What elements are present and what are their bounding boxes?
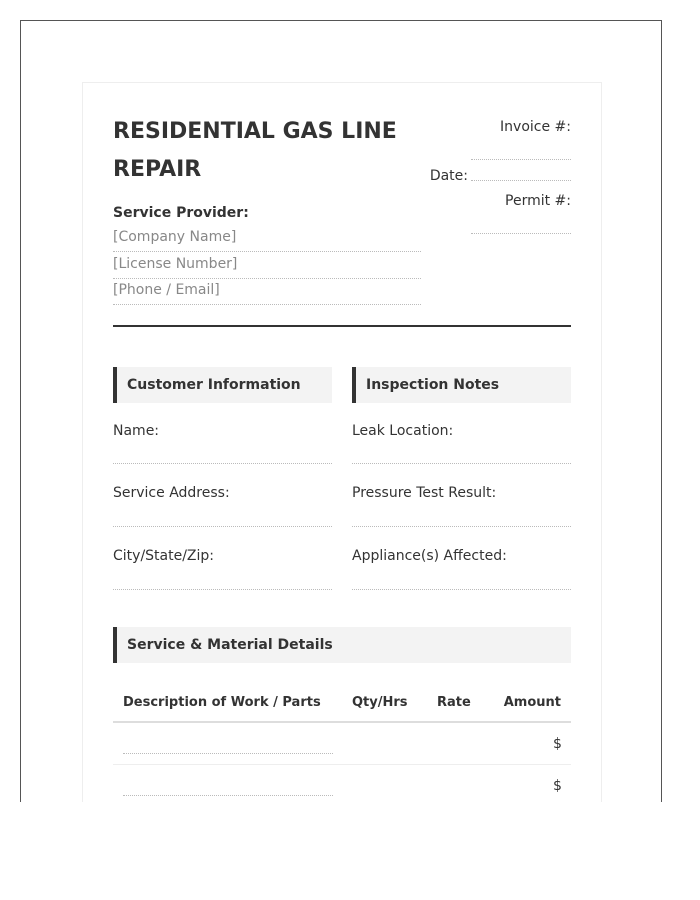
license-number-field[interactable]: [License Number] [113, 252, 421, 279]
company-name-field[interactable]: [Company Name] [113, 225, 421, 252]
column-header-rate: Rate [437, 695, 471, 710]
service-address-field[interactable] [113, 526, 332, 527]
inspection-notes-heading: Inspection Notes [352, 367, 571, 403]
document-viewport[interactable] [20, 20, 662, 802]
row-divider [113, 764, 571, 765]
appliances-affected-field[interactable] [352, 589, 571, 590]
service-address-label: Service Address: [113, 485, 230, 501]
column-header-qty-hrs: Qty/Hrs [352, 695, 408, 710]
invoice-number-label: Invoice #: [500, 119, 571, 135]
date-field[interactable] [471, 180, 571, 181]
permit-number-field[interactable] [471, 233, 571, 234]
description-field[interactable] [123, 795, 333, 796]
service-provider-label: Service Provider: [113, 205, 249, 221]
date-label: Date: [429, 168, 468, 184]
city-state-zip-label: City/State/Zip: [113, 548, 215, 564]
phone-email-field[interactable]: [Phone / Email] [113, 278, 421, 305]
customer-information-heading: Customer Information [113, 367, 332, 403]
header-divider [113, 325, 571, 327]
column-header-amount: Amount [503, 695, 561, 710]
service-material-details-heading: Service & Material Details [113, 627, 571, 663]
amount-cell: $ [553, 736, 562, 752]
document-title: RESIDENTIAL GAS LINE REPAIR [113, 119, 397, 182]
customer-name-label: Name: [113, 423, 160, 439]
customer-name-field[interactable] [113, 463, 332, 464]
city-state-zip-field[interactable] [113, 589, 332, 590]
invoice-number-field[interactable] [471, 159, 571, 160]
permit-number-label: Permit #: [505, 193, 571, 209]
description-field[interactable] [123, 753, 333, 754]
pressure-test-result-label: Pressure Test Result: [352, 485, 497, 501]
appliances-affected-label: Appliance(s) Affected: [352, 548, 507, 564]
column-header-description: Description of Work / Parts [123, 695, 321, 710]
leak-location-label: Leak Location: [352, 423, 454, 439]
table-header-rule [113, 721, 571, 723]
invoice-sheet [82, 82, 602, 802]
leak-location-field[interactable] [352, 463, 571, 464]
pressure-test-result-field[interactable] [352, 526, 571, 527]
amount-cell: $ [553, 778, 562, 794]
